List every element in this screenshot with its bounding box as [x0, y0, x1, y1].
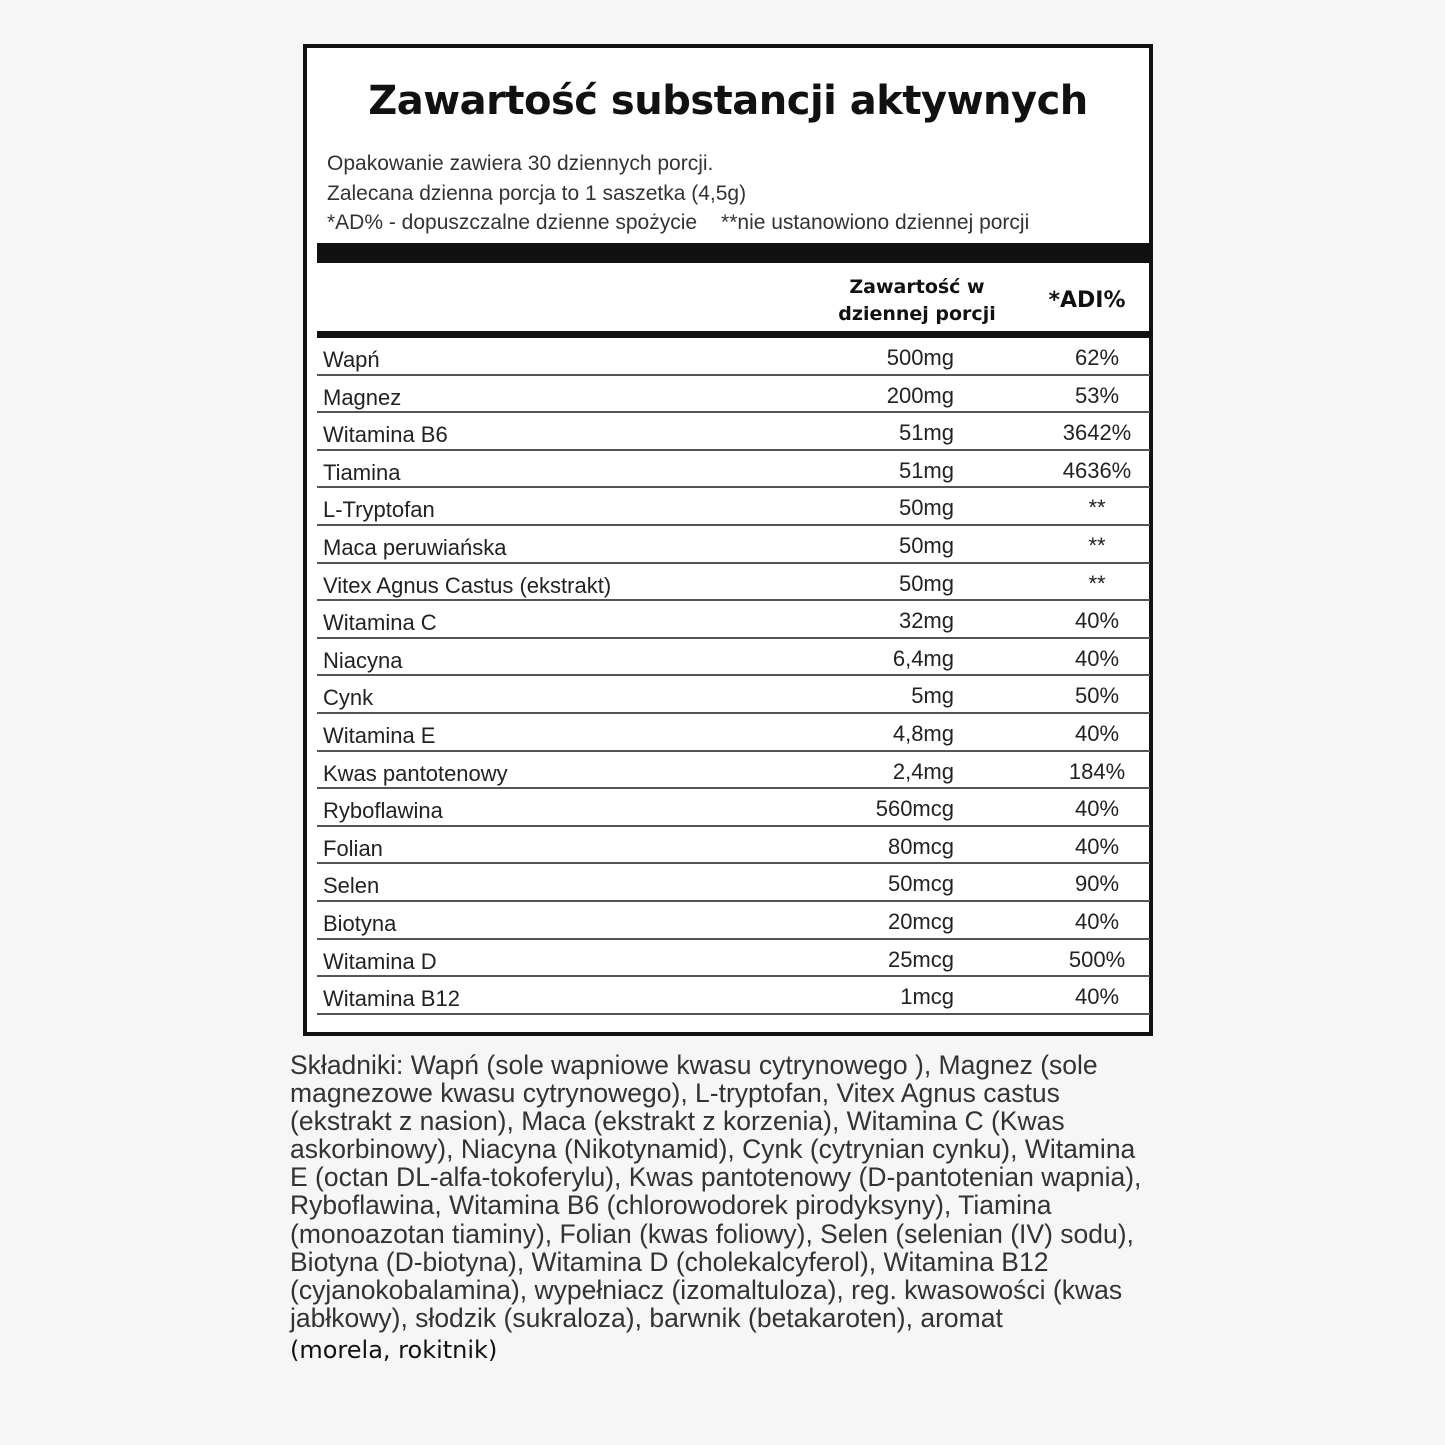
- table-row: [317, 977, 1150, 1015]
- nutrient-amount: 1mcg: [900, 984, 954, 1010]
- nutrient-amount: 200mg: [886, 382, 954, 408]
- nutrient-adi: 500%: [1068, 946, 1126, 972]
- nutrient-amount: 6,4mg: [892, 645, 954, 671]
- table-row: [317, 864, 1150, 902]
- nutrient-amount: 50mg: [898, 570, 954, 596]
- nutrient-adi: 40%: [1074, 796, 1120, 822]
- table-row: [317, 676, 1150, 714]
- table-row: [317, 488, 1150, 526]
- table-row: [317, 789, 1150, 827]
- nutrient-adi: 184%: [1068, 758, 1126, 784]
- intro-line: Opakowanie zawiera 30 dziennych porcji.: [327, 152, 714, 175]
- nutrient-adi: 40%: [1074, 608, 1120, 634]
- table-row: [317, 451, 1150, 489]
- footnote-adi: *AD% - dopuszczalne dzienne spożycie: [327, 211, 698, 234]
- nutrient-name: Niacyna: [323, 647, 403, 673]
- table-row: [317, 714, 1150, 752]
- header-rule: [317, 331, 1150, 338]
- divider-bar: [317, 243, 1150, 263]
- nutrient-amount: 80mcg: [887, 833, 954, 859]
- table-row: [317, 601, 1150, 639]
- nutrient-amount: 32mg: [898, 608, 954, 634]
- nutrient-amount: 20mcg: [887, 908, 954, 934]
- nutrient-name: Vitex Agnus Castus (ekstrakt): [323, 572, 612, 598]
- ingredients-line: E (octan DL-alfa-tokoferylu), Kwas pantotenowy (D-pantotenian wapnia),: [290, 1162, 1142, 1193]
- ingredients-line: Biotyna (D-biotyna), Witamina D (cholekalcyferol), Witamina B12: [290, 1246, 1049, 1277]
- nutrient-adi: 40%: [1074, 984, 1120, 1010]
- ingredients-line: jabłkowy), słodzik (sukraloza), barwnik (betakaroten), aromat: [290, 1302, 1003, 1333]
- table-row: [317, 376, 1150, 414]
- nutrient-adi: 4636%: [1062, 457, 1132, 483]
- nutrition-label: [303, 44, 1153, 1036]
- nutrient-adi: 90%: [1074, 871, 1120, 897]
- nutrient-name: Ryboflawina: [323, 798, 443, 824]
- nutrient-amount: 25mcg: [887, 946, 954, 972]
- nutrient-adi: 3642%: [1062, 420, 1132, 446]
- nutrient-amount: 500mg: [886, 345, 954, 370]
- nutrient-name: Witamina D: [323, 948, 437, 974]
- ingredients-tail: (morela, rokitnik): [290, 1335, 498, 1364]
- ingredients-text: [290, 1051, 1210, 1364]
- intro-line: Zalecana dzienna porcja to 1 saszetka (4,5g): [327, 181, 747, 205]
- nutrient-adi: **: [1088, 570, 1106, 596]
- nutrient-adi: 50%: [1074, 683, 1120, 709]
- footnotes-line: [327, 208, 1029, 238]
- nutrient-name: Witamina E: [323, 722, 436, 748]
- nutrient-adi: 53%: [1074, 382, 1120, 408]
- nutrient-name: L-Tryptofan: [323, 497, 435, 523]
- nutrient-amount: 50mg: [898, 495, 954, 521]
- ingredients-line: Ryboflawina, Witamina B6 (chlorowodorek pirodyksyny), Tiamina: [290, 1190, 1052, 1221]
- nutrient-adi: 40%: [1074, 720, 1120, 746]
- nutrient-amount: 5mg: [911, 683, 954, 709]
- nutrient-amount: 560mcg: [875, 796, 954, 822]
- nutrient-name: Maca peruwiańska: [323, 534, 507, 560]
- nutrient-amount: 2,4mg: [892, 758, 954, 784]
- nutrient-adi: 40%: [1074, 833, 1120, 859]
- nutrient-name: Folian: [323, 835, 383, 861]
- nutrient-name: Biotyna: [323, 910, 397, 936]
- table-row: [317, 413, 1150, 451]
- nutrient-adi: **: [1088, 532, 1106, 558]
- nutrient-adi: 40%: [1074, 645, 1120, 671]
- table-row: [317, 526, 1150, 564]
- ingredients-line: (monoazotan tiaminy), Folian (kwas foliowy), Selen (selenian (IV) sodu),: [290, 1218, 1134, 1249]
- nutrient-name: Witamina B6: [323, 422, 448, 448]
- ingredients-line: magnezowe kwasu cytrynowego), L-tryptofan, Vitex Agnus castus: [290, 1078, 1060, 1109]
- footnote-not-established: **nie ustanowiono dziennej porcji: [721, 211, 1030, 234]
- nutrient-name: Selen: [323, 873, 380, 899]
- nutrient-name: Wapń: [323, 347, 380, 372]
- table-row: [317, 902, 1150, 940]
- table-row: [317, 827, 1150, 865]
- column-header-amount: Zawartość w dziennej porcji: [838, 276, 996, 325]
- nutrient-amount: 4,8mg: [892, 720, 954, 746]
- label-title: Zawartość substancji aktywnych: [368, 78, 1088, 124]
- nutrient-adi: 40%: [1074, 908, 1120, 934]
- ingredients-line: Składniki: Wapń (sole wapniowe kwasu cytrynowego ), Magnez (sole: [290, 1050, 1098, 1080]
- ingredients-line: askorbinowy), Niacyna (Nikotynamid), Cynk (cytrynian cynku), Witamina: [290, 1134, 1136, 1165]
- nutrient-table: [317, 338, 1150, 1015]
- nutrient-name: Magnez: [323, 384, 402, 410]
- nutrient-adi: **: [1088, 495, 1106, 521]
- column-header-adi: *ADI%: [1048, 288, 1126, 313]
- nutrient-amount: 51mg: [898, 420, 954, 446]
- table-row: [317, 752, 1150, 790]
- nutrient-name: Cynk: [323, 685, 374, 711]
- table-row: [317, 639, 1150, 677]
- nutrient-name: Witamina C: [323, 610, 437, 636]
- table-row: [317, 940, 1150, 978]
- nutrient-name: Witamina B12: [323, 986, 460, 1012]
- nutrient-amount: 50mcg: [887, 871, 954, 897]
- ingredients-line: (cyjanokobalamina), wypełniacz (izomaltuloza), reg. kwasowości (kwas: [290, 1274, 1123, 1305]
- nutrient-adi: 62%: [1074, 345, 1120, 370]
- table-row: [317, 338, 1150, 376]
- nutrient-name: Kwas pantotenowy: [323, 760, 508, 786]
- table-row: [317, 564, 1150, 602]
- label-intro: [327, 149, 1029, 238]
- nutrient-amount: 50mg: [898, 532, 954, 558]
- ingredients-line: (ekstrakt z nasion), Maca (ekstrakt z korzenia), Witamina C (Kwas: [290, 1106, 1065, 1137]
- nutrient-amount: 51mg: [898, 457, 954, 483]
- nutrient-name: Tiamina: [323, 459, 401, 485]
